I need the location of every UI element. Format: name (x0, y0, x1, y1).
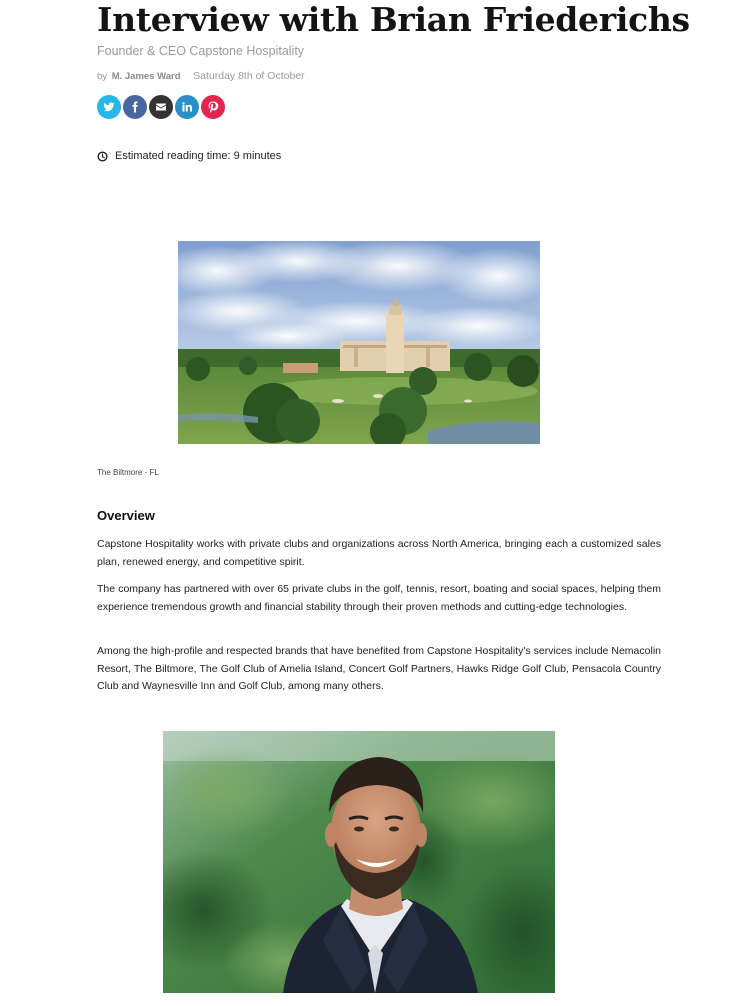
article-subtitle: Founder & CEO Capstone Hospitality (97, 44, 305, 58)
share-twitter-button[interactable] (97, 95, 121, 119)
share-facebook-button[interactable] (123, 95, 147, 119)
biltmore-photo (178, 241, 540, 444)
linkedin-icon (181, 101, 193, 113)
share-email-button[interactable] (149, 95, 173, 119)
reading-time-text: Estimated reading time: 9 minutes (115, 150, 282, 162)
author-link[interactable]: M. James Ward (111, 71, 181, 82)
byline-prefix: by (97, 71, 108, 82)
photo-caption: The Biltmore - FL (97, 468, 159, 477)
facebook-icon (129, 101, 141, 113)
publish-date: Saturday 8th of October (193, 70, 305, 82)
clock-icon (97, 151, 108, 162)
paragraph: Among the high-profile and respected brands that have benefited from Capstone Hospitality's services include Nemacolin Resort, The Biltmore, The Golf Club of Amelia Island, Concert Golf Partners, Hawks Ridge Golf Club, Pensacola Country Club and Waynesville Inn and Golf Club, among many others. (97, 645, 661, 692)
reading-time (97, 150, 281, 162)
share-linkedin-button[interactable] (175, 95, 199, 119)
share-pinterest-button[interactable] (201, 95, 225, 119)
twitter-icon (103, 101, 115, 113)
article-title: Interview with Brian Friederichs (97, 0, 690, 39)
share-buttons (97, 95, 225, 119)
paragraph: Capstone Hospitality works with private clubs and organizations across North America, bringing each a customized sales plan, renewed energy, and competitive spirit. (97, 538, 661, 568)
envelope-icon (155, 101, 167, 113)
overview-heading: Overview (97, 508, 155, 523)
byline (97, 70, 305, 82)
paragraph: The company has partnered with over 65 private clubs in the golf, tennis, resort, boating and social spaces, helping them experience tremendous growth and financial stability through their proven methods and cutting-edge technologies. (97, 583, 661, 613)
portrait-photo (163, 731, 555, 993)
pinterest-icon (207, 101, 219, 113)
